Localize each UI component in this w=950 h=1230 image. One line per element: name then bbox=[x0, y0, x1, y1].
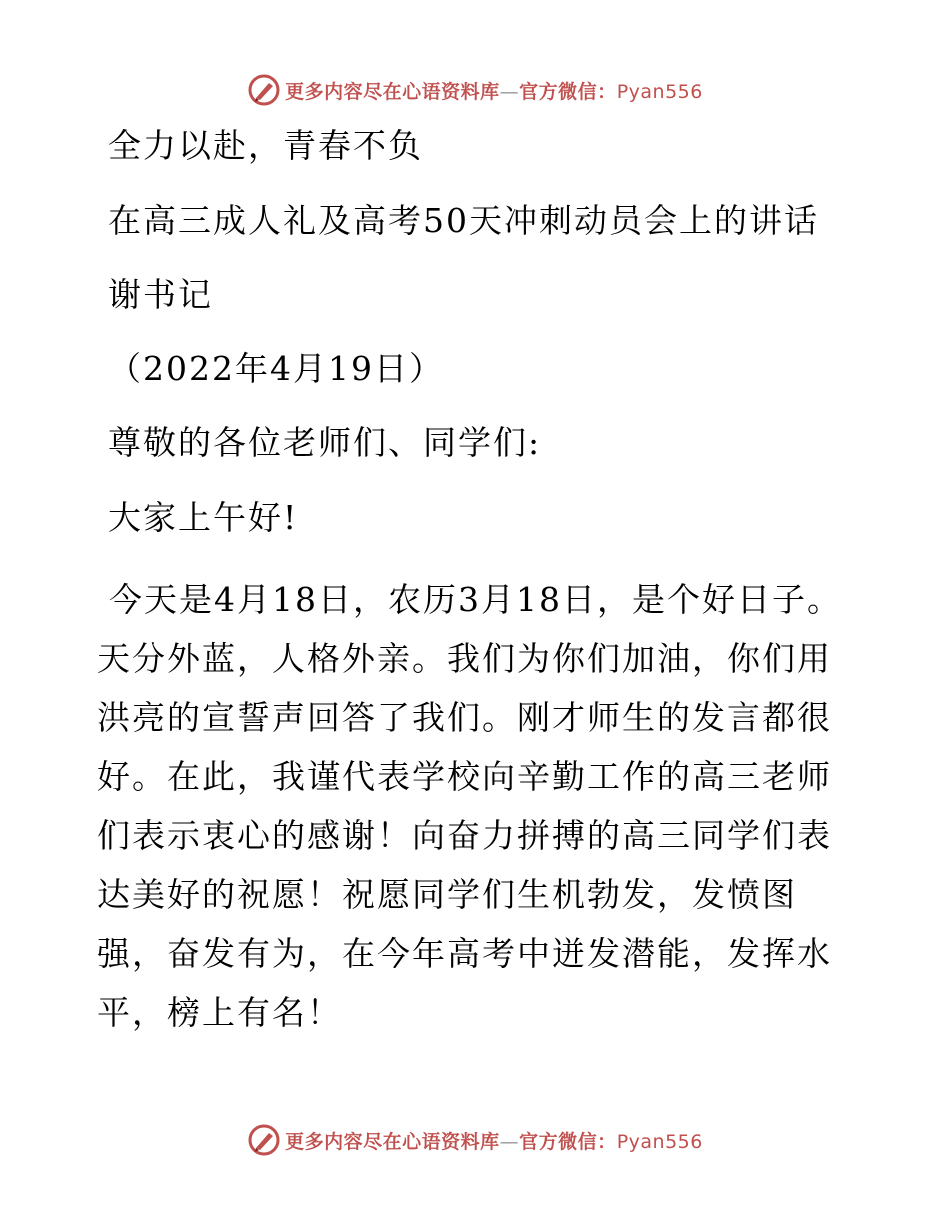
watermark-handle: Pyan556 bbox=[616, 80, 703, 103]
document-title: 全力以赴，青春不负 bbox=[108, 126, 423, 165]
watermark-wechat-label: 官方微信： bbox=[519, 80, 617, 103]
body-paragraph: 今天是4月18日，农历3月18日，是个好日子。天分外蓝，人格外亲。我们为你们加油，你们用洪亮的宣誓声回答了我们。刚才师生的发言都很好。在此，我谨代表学校向辛勤工作的高三老师们表示衷心的感谢！向奋力拼搏的高三同学们表达美好的祝愿！祝愿同学们生机勃发，发愤图强，奋发有为，在今年高考中迸发潜能，发挥水平，榜上有名！ bbox=[97, 580, 842, 1032]
watermark-header bbox=[0, 70, 950, 110]
watermark-wechat-label: 官方微信： bbox=[519, 1130, 617, 1153]
pen-logo-icon bbox=[247, 73, 281, 107]
greeting: 大家上午好! bbox=[108, 498, 299, 537]
speaker-name: 谢书记 bbox=[108, 275, 213, 314]
watermark-site: 更多内容尽在心语资料库 bbox=[285, 80, 500, 103]
watermark-handle: Pyan556 bbox=[616, 1130, 703, 1153]
watermark-site: 更多内容尽在心语资料库 bbox=[285, 1130, 500, 1153]
watermark-footer bbox=[0, 1120, 950, 1160]
watermark-dash: — bbox=[499, 80, 520, 103]
pen-logo-icon bbox=[247, 1123, 281, 1157]
watermark-dash: — bbox=[499, 1130, 520, 1153]
document-subtitle: 在高三成人礼及高考50天冲刺动员会上的讲话 bbox=[108, 201, 819, 240]
watermark-text bbox=[285, 77, 703, 104]
salutation: 尊敬的各位老师们、同学们: bbox=[108, 423, 542, 462]
watermark-text bbox=[285, 1127, 703, 1154]
speech-date: （2022年4月19日） bbox=[108, 349, 444, 388]
